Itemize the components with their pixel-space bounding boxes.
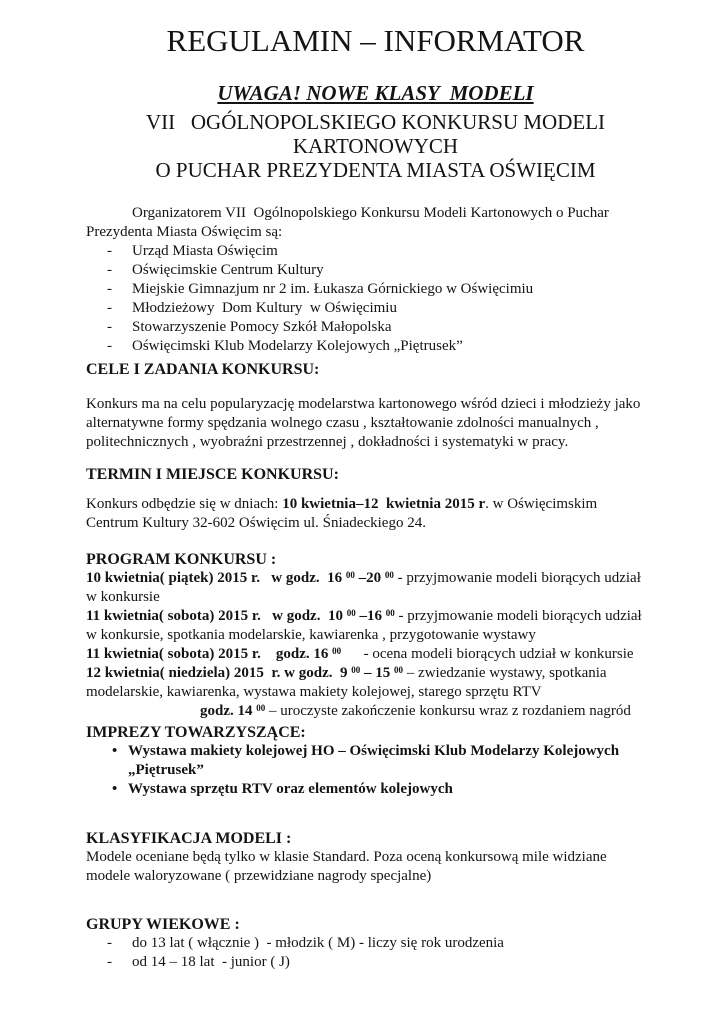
organizer-item xyxy=(86,261,665,280)
organizer-item xyxy=(86,318,665,337)
organizer-text: Miejskie Gimnazjum nr 2 im. Łukasza Górnickiego w Oświęcimiu xyxy=(132,281,534,297)
program-schedule xyxy=(86,569,665,721)
intro-paragraph xyxy=(86,204,665,356)
klasyfikacja-paragraph xyxy=(86,848,665,886)
paragraph-line: Centrum Kultury 32-602 Oświęcim ul. Śniadeckiego 24. xyxy=(86,515,426,531)
section-heading-imprezy: IMPREZY TOWARZYSZĄCE: xyxy=(86,724,306,741)
bullet-text: Wystawa makiety kolejowej HO – Oświęcimski Klub Modelarzy Kolejowych xyxy=(128,743,620,759)
bullet-marker: • xyxy=(112,743,118,759)
bullet-item xyxy=(86,742,665,761)
age-group-item xyxy=(86,934,665,953)
organizer-list xyxy=(86,242,665,356)
subtitle-block xyxy=(86,110,665,182)
program-line: w konkursie, spotkania modelarskie, kawiarenka , przygotowanie wystawy xyxy=(86,627,536,643)
dash-marker: - xyxy=(107,935,112,951)
program-line: 11 kwietnia( sobota) 2015 r. godz. 16 $^{00}$ - ocena modeli biorących udział w konkursie xyxy=(86,645,634,662)
organizer-text: Oświęcimski Klub Modelarzy Kolejowych „Piętrusek” xyxy=(132,338,463,354)
bullet-item-continuation xyxy=(86,761,665,780)
intro-line: Prezydenta Miasta Oświęcim są: xyxy=(86,224,283,240)
organizer-item xyxy=(86,299,665,318)
section-heading-program: PROGRAM KONKURSU : xyxy=(86,551,277,568)
warning-heading: UWAGA! NOWE KLASY MODELI xyxy=(217,81,534,105)
section-heading-cele: CELE I ZADANIA KONKURSU: xyxy=(86,361,320,378)
paragraph-line: alternatywne formy spędzania wolnego czasu , kształtowanie zdolności manualnych , xyxy=(86,415,599,431)
paragraph-line: Konkurs odbędzie się w dniach: 10 kwietnia–12 kwietnia 2015 r. w Oświęcimskim xyxy=(86,496,598,512)
organizer-text: Urząd Miasta Oświęcim xyxy=(132,243,278,259)
dash-marker: - xyxy=(107,954,112,970)
dash-marker: - xyxy=(107,319,112,335)
section-heading-grupy: GRUPY WIEKOWE : xyxy=(86,916,240,933)
dash-marker: - xyxy=(107,262,112,278)
bullet-marker-empty xyxy=(112,761,128,780)
section-heading-klasyfikacja: KLASYFIKACJA MODELI : xyxy=(86,830,292,847)
section-heading-termin: TERMIN I MIEJSCE KONKURSU: xyxy=(86,466,339,483)
age-group-text: od 14 – 18 lat - junior ( J) xyxy=(132,954,290,970)
program-line: 12 kwietnia( niedziela) 2015 r. w godz. 9 $^{00}$ – 15 $^{00}$ – zwiedzanie wystawy, spotkania xyxy=(86,664,607,681)
program-line: 10 kwietnia( piątek) 2015 r. w godz. 16 $^{00}$ –20 $^{00}$ - przyjmowanie modeli biorących udział xyxy=(86,569,641,586)
subtitle-line-3: O PUCHAR PREZYDENTA MIASTA OŚWIĘCIM xyxy=(155,158,596,182)
bullet-list xyxy=(86,742,665,799)
program-line: w konkursie xyxy=(86,589,160,605)
organizer-item xyxy=(86,242,665,261)
bullet-marker: • xyxy=(112,781,118,797)
age-group-item xyxy=(86,953,665,972)
paragraph-line: Konkurs ma na celu popularyzację modelarstwa kartonowego wśród dzieci i młodzieży jako xyxy=(86,396,641,412)
bullet-item xyxy=(86,780,665,799)
program-line: 11 kwietnia( sobota) 2015 r. w godz. 10 $^{00}$ –16 $^{00}$ - przyjmowanie modeli biorących udział xyxy=(86,607,642,624)
organizer-text: Oświęcimskie Centrum Kultury xyxy=(132,262,324,278)
cele-paragraph xyxy=(86,395,665,452)
dash-marker: - xyxy=(107,243,112,259)
intro-line: Organizatorem VII Ogólnopolskiego Konkursu Modeli Kartonowych o Puchar xyxy=(132,205,609,221)
age-group-text: do 13 lat ( włącznie ) - młodzik ( M) - liczy się rok urodzenia xyxy=(132,935,504,951)
bullet-text: Wystawa sprzętu RTV oraz elementów kolejowych xyxy=(128,781,453,797)
organizer-text: Młodzieżowy Dom Kultury w Oświęcimiu xyxy=(132,300,397,316)
dash-marker: - xyxy=(107,338,112,354)
organizer-item xyxy=(86,280,665,299)
subtitle-line-2: KARTONOWYCH xyxy=(292,134,459,158)
dash-marker: - xyxy=(107,281,112,297)
paragraph-line: politechnicznych , wyobraźni przestrzennej , dokładności i systematyki w pracy. xyxy=(86,434,569,450)
bullet-text: „Piętrusek” xyxy=(128,762,204,778)
program-line: godz. 14 $^{00}$ – uroczyste zakończenie konkursu wraz z rozdaniem nagród xyxy=(200,702,631,719)
paragraph-line: Modele oceniane będą tylko w klasie Standard. Poza oceną konkursową mile widziane xyxy=(86,849,607,865)
termin-paragraph xyxy=(86,495,665,533)
subtitle-line-1: VII OGÓLNOPOLSKIEGO KONKURSU MODELI xyxy=(145,110,606,134)
program-line: modelarskie, kawiarenka, wystawa makiety kolejowej, starego sprzętu RTV xyxy=(86,684,542,700)
organizer-item xyxy=(86,337,665,356)
dash-marker: - xyxy=(107,300,112,316)
age-group-list xyxy=(86,934,665,972)
organizer-text: Stowarzyszenie Pomocy Szkół Małopolska xyxy=(132,319,392,335)
paragraph-line: modele waloryzowane ( przewidziane nagrody specjalne) xyxy=(86,868,432,884)
page-title: REGULAMIN – INFORMATOR xyxy=(166,23,585,58)
